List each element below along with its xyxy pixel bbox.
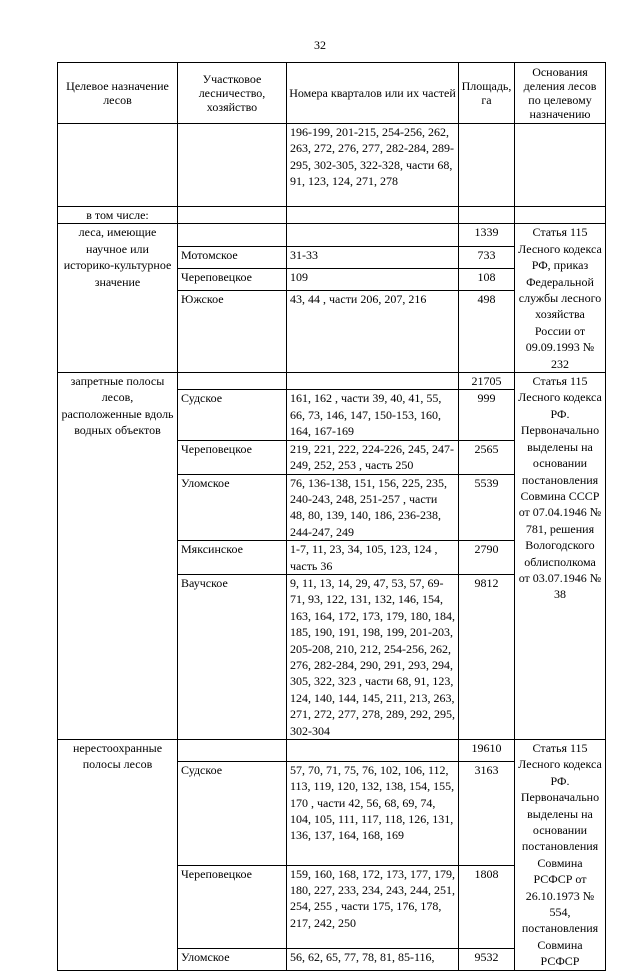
quarters-cell: 43, 44 , части 206, 207, 216: [287, 291, 459, 373]
quarters-cell: 196-199, 201-215, 254-256, 262, 263, 272, 276, 277, 282-284, 289-295, 302-305, 322-328, части 68, 91, 123, 124, 271, 278: [287, 124, 459, 207]
table-row: [58, 124, 606, 207]
area-cell: 2565: [459, 440, 515, 474]
header-row: [58, 63, 606, 124]
quarters-cell: 57, 70, 71, 75, 76, 102, 106, 112, 113, 119, 120, 132, 138, 154, 155, 170 , части 42, 56, 68, 69, 74, 104, 105, 111, 117, 118, 126, 131, 136, 137, 164, 168, 169: [287, 761, 459, 865]
forestry-cell: [178, 124, 287, 207]
including-label: в том числе:: [58, 207, 178, 224]
table-row: [58, 207, 606, 224]
area-cell: 733: [459, 246, 515, 268]
area-cell: 9812: [459, 574, 515, 739]
forestry-cell: Уломское: [178, 474, 287, 541]
forestry-cell: Мяксинское: [178, 541, 287, 575]
purpose-cell: [58, 124, 178, 207]
forestry-cell: Ваучское: [178, 574, 287, 739]
forestry-cell: Уломское: [178, 948, 287, 970]
area-cell: 498: [459, 291, 515, 373]
forestry-cell: Судское: [178, 390, 287, 440]
quarters-cell: 161, 162 , части 39, 40, 41, 55, 66, 73, 146, 147, 150-153, 160, 164, 167-169: [287, 390, 459, 440]
area-cell: 3163: [459, 761, 515, 865]
group-basis: Статья 115 Лесного кодекса РФ. Первоначально выделены на основании постановления Совмина СССР от 07.04.1946 № 781, решения Вологодского облисполкома от 03.07.1946 № 38: [515, 373, 606, 740]
table-row: [58, 740, 606, 762]
forestry-cell: Череповецкое: [178, 268, 287, 290]
group-total-area: 21705: [459, 373, 515, 390]
area-cell: [459, 124, 515, 207]
area-cell: 9532: [459, 948, 515, 970]
page-number: 32: [314, 38, 326, 52]
group-purpose: запретные полосы лесов, расположенные вдоль водных объектов: [58, 373, 178, 740]
forestry-cell: Череповецкое: [178, 865, 287, 948]
area-cell: 999: [459, 390, 515, 440]
forestry-cell: Череповецкое: [178, 440, 287, 474]
forestry-cell: Мотомское: [178, 246, 287, 268]
table-row: [58, 224, 606, 246]
quarters-cell: 109: [287, 268, 459, 290]
header-basis: Основания деления лесов по целевому назначению: [515, 63, 606, 124]
forestry-cell: Судское: [178, 761, 287, 865]
group-basis: Статья 115 Лесного кодекса РФ, приказ Федеральной службы лесного хозяйства России от 09.09.1993 № 232: [515, 224, 606, 373]
header-quarters: Номера кварталов или их частей: [287, 63, 459, 124]
quarters-cell: 56, 62, 65, 77, 78, 81, 85-116,: [287, 948, 459, 970]
header-forestry: Участковое лесничество, хозяйство: [178, 63, 287, 124]
basis-cell: [515, 124, 606, 207]
quarters-cell: 219, 221, 222, 224-226, 245, 247-249, 252, 253 , часть 250: [287, 440, 459, 474]
area-cell: 5539: [459, 474, 515, 541]
quarters-cell: 1-7, 11, 23, 34, 105, 123, 124 , часть 36: [287, 541, 459, 575]
forest-purpose-table: [57, 62, 606, 971]
group-purpose: леса, имеющие научное или историко-культурное значение: [58, 224, 178, 373]
quarters-cell: 31-33: [287, 246, 459, 268]
group-total-area: 19610: [459, 740, 515, 762]
header-purpose: Целевое назначение лесов: [58, 63, 178, 124]
header-area: Площадь, га: [459, 63, 515, 124]
group-purpose: нерестоохранные полосы лесов: [58, 740, 178, 971]
quarters-cell: 76, 136-138, 151, 156, 225, 235, 240-243, 248, 251-257 , части 48, 80, 139, 140, 186, 236-238, 244-247, 249: [287, 474, 459, 541]
quarters-cell: 9, 11, 13, 14, 29, 47, 53, 57, 69-71, 93, 122, 131, 132, 146, 154, 163, 164, 172, 173, 179, 180, 184, 185, 190, 191, 198, 199, 201-203, 205-208, 210, 212, 254-256, 262, 276, 282-284, 290, 291, 293, 294, 305, 322, 323 , части 68, 91, 123, 124, 140, 144, 145, 211, 213, 263, 271, 272, 277, 278, 289, 292, 295, 302-304: [287, 574, 459, 739]
table-row: [58, 373, 606, 390]
quarters-cell: 159, 160, 168, 172, 173, 177, 179, 180, 227, 233, 234, 243, 244, 251, 254, 255 , части 175, 176, 178, 217, 242, 250: [287, 865, 459, 948]
area-cell: 108: [459, 268, 515, 290]
group-total-area: 1339: [459, 224, 515, 246]
group-basis: Статья 115 Лесного кодекса РФ. Первоначально выделены на основании постановления Совмина РСФСР от 26.10.1973 № 554, постановления Совмина РСФСР: [515, 740, 606, 971]
forestry-cell: Южское: [178, 291, 287, 373]
area-cell: 2790: [459, 541, 515, 575]
area-cell: 1808: [459, 865, 515, 948]
